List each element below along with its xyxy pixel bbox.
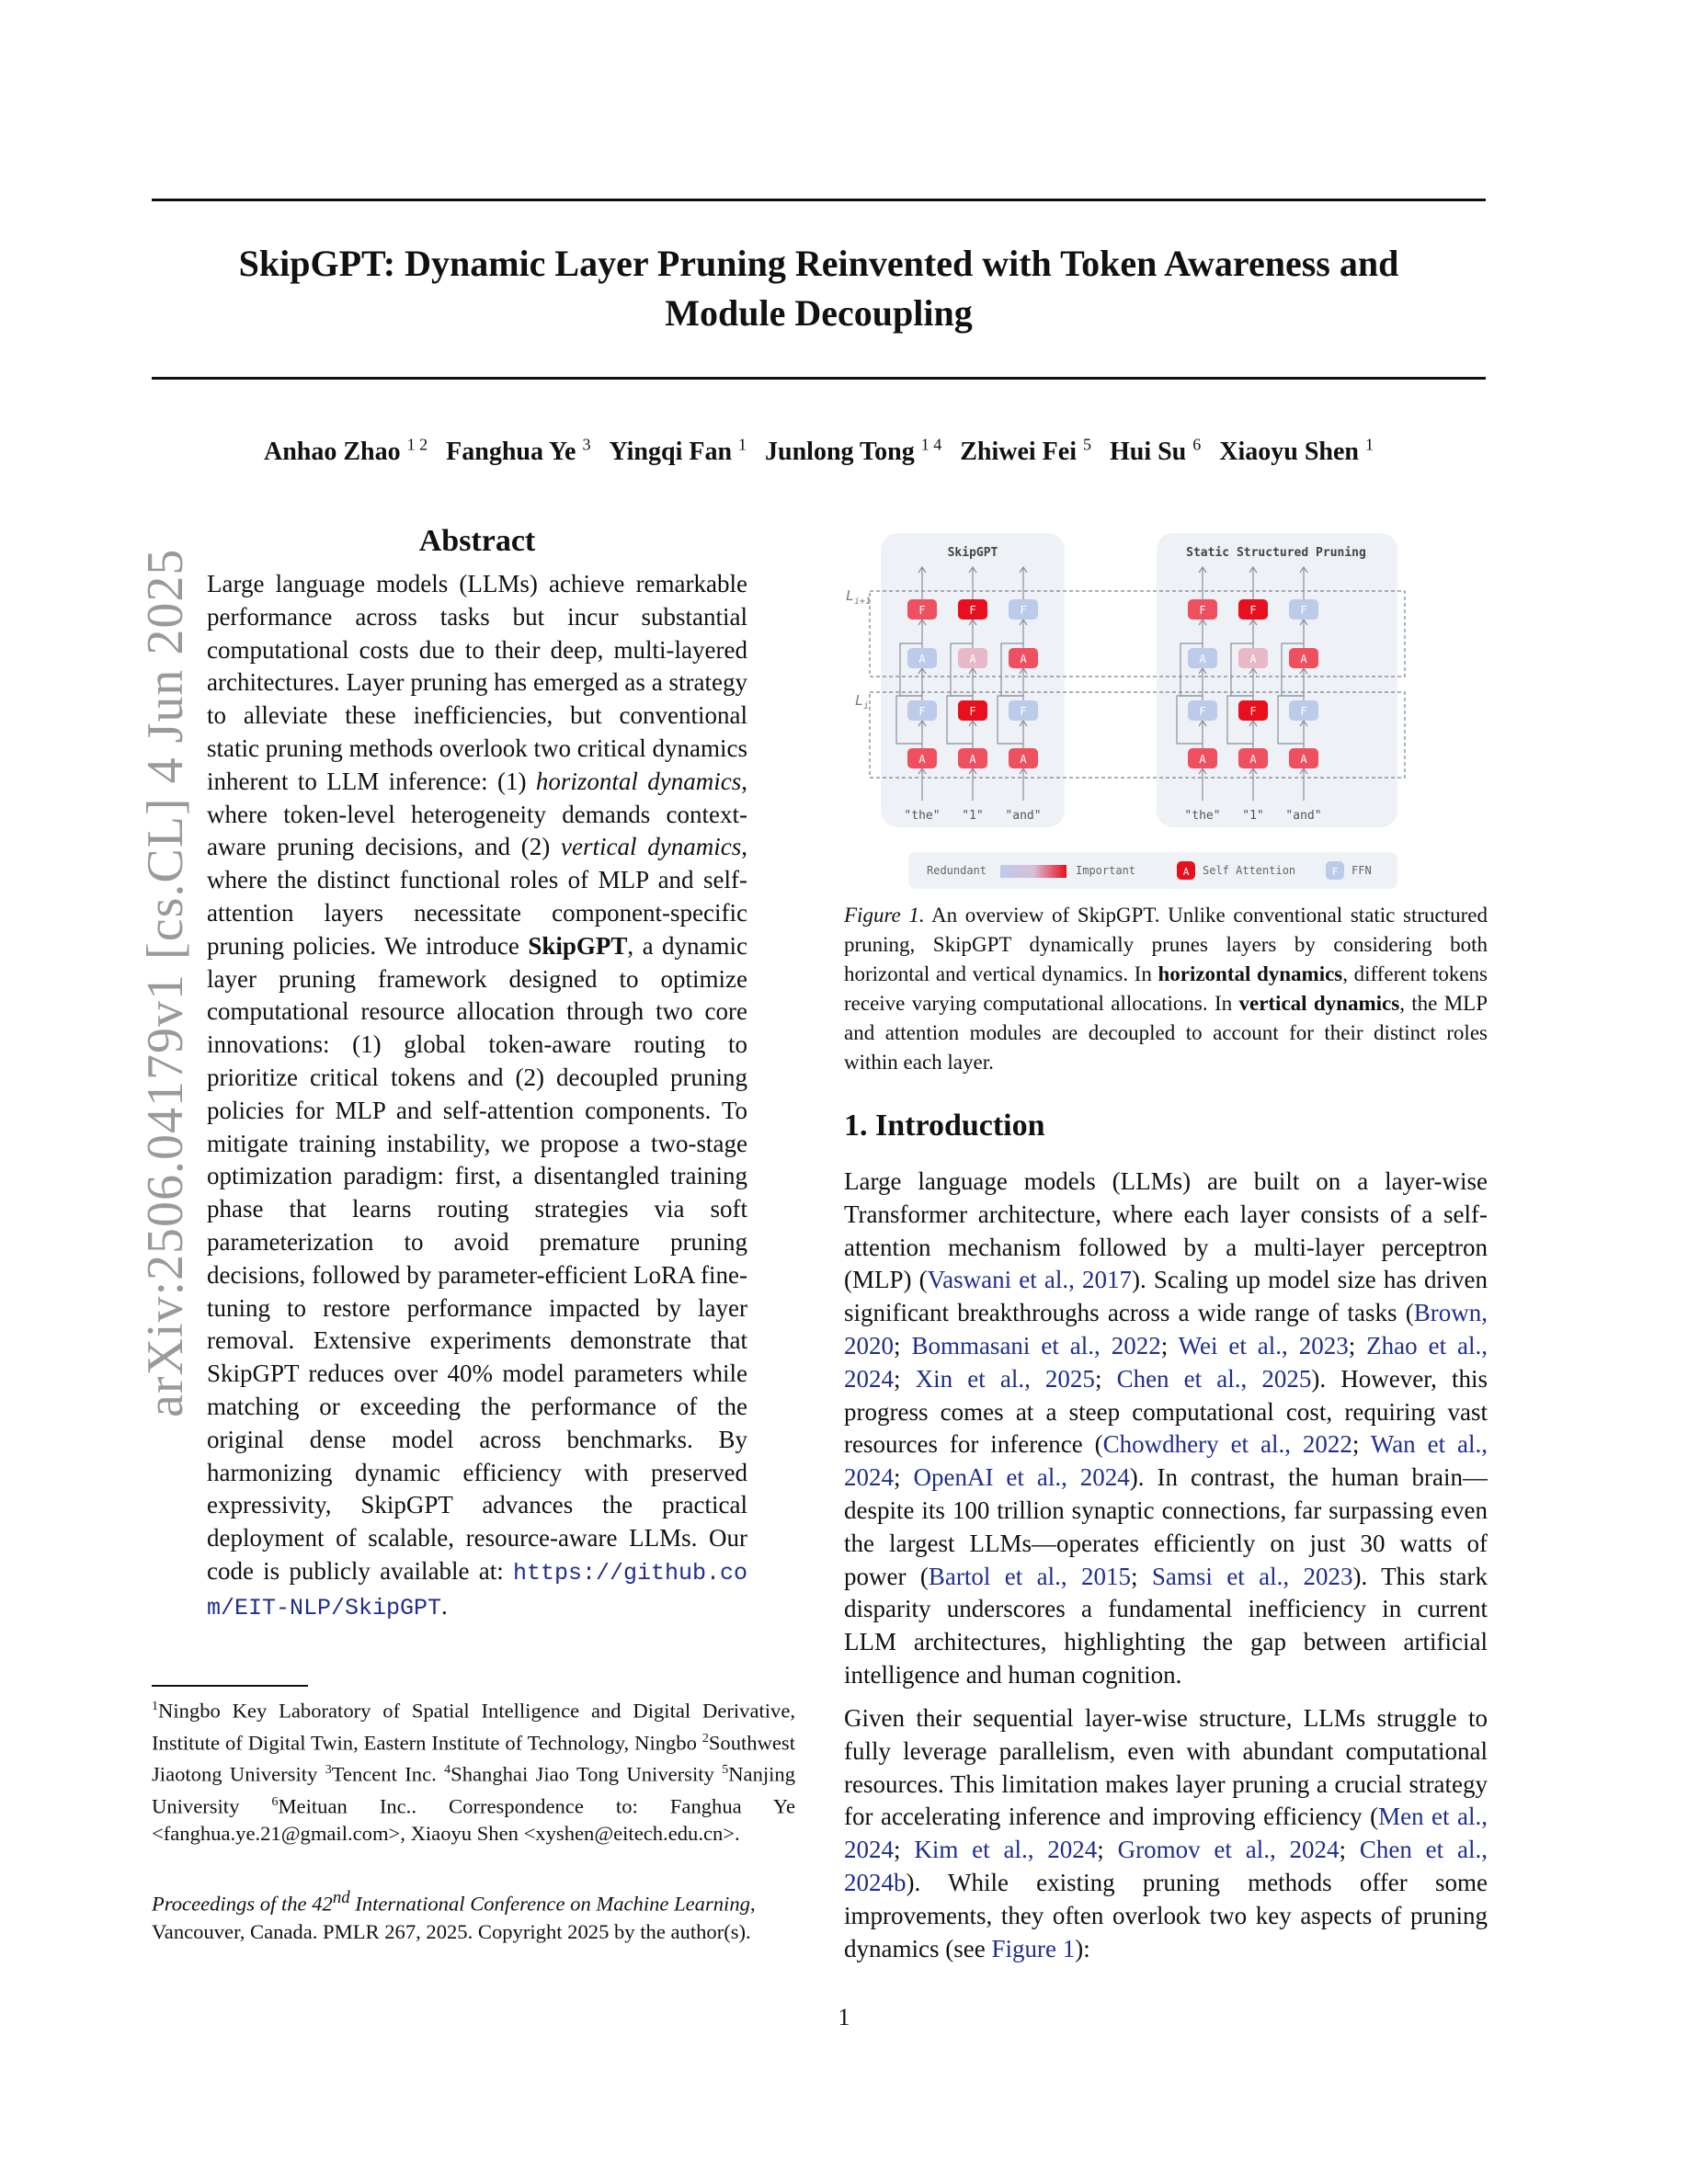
paragraph-text: ). While existing pruning methods offer some improvements, they often overlook two key aspects of pruning dynamics (see <box>844 1868 1488 1962</box>
author-affiliation-marker: 1 2 <box>406 436 428 454</box>
attention-block-letter: A <box>1199 653 1206 665</box>
citation-link[interactable]: Wan et al., 2024 <box>844 1430 1488 1492</box>
arxiv-identifier: arXiv:2506.04179v1 [cs.CL] 4 Jun 2025 <box>137 548 194 1417</box>
ffn-block-letter: F <box>1199 604 1206 617</box>
static-pruning-panel <box>1157 533 1397 827</box>
citation-link[interactable]: Chowdhery et al., 2022 <box>1102 1430 1352 1459</box>
citation-link[interactable]: Bommasani et al., 2022 <box>911 1331 1161 1359</box>
attention-block-letter: A <box>1300 653 1307 665</box>
paragraph-text: ; <box>1094 1364 1117 1393</box>
author-name: Xiaoyu Shen $^1$ <box>1219 436 1374 467</box>
paragraph-text: ; <box>894 1331 912 1359</box>
citation-link[interactable]: Xin et al., 2025 <box>915 1364 1095 1393</box>
intro-paragraph-1 <box>844 1166 1488 1692</box>
attention-block-letter: A <box>918 653 926 665</box>
token-label: "1" <box>962 809 984 823</box>
attention-block-letter: A <box>1300 753 1307 766</box>
citation-link[interactable]: Kim et al., 2024 <box>914 1836 1098 1864</box>
paragraph-text: ; <box>1348 1331 1367 1359</box>
legend-attention-letter: A <box>1182 866 1190 878</box>
token-label: "the" <box>1184 809 1221 823</box>
abstract-text: Large language models (LLMs) achieve remarkable performance across tasks but incur substantial computational costs due to their deep, multi-layered architectures. Layer pruning has emerged as a strategy to alleviate these inefficiencies, but conventional static pruning methods overlook two critical dynamics inherent to LLM inference: (1) horizontal dynamics, where token-level heterogeneity demands context-aware pruning decisions, and (2) vertical dynamics, where the distinct functional roles of MLP and self-attention layers necessitate component-specific pruning policies. We introduce SkipGPT, a dynamic layer pruning framework designed to optimize computational resource allocation through two core innovations: (1) global token-aware routing to prioritize critical tokens and (2) decoupled pruning policies for MLP and self-attention components. To mitigate training instability, we propose a two-stage optimization paradigm: first, a disentangled training phase that learns routing strategies via soft parameterization to avoid premature pruning decisions, followed by parameter-efficient LoRA fine-tuning to restore performance impacted by layer removal. Extensive experiments demonstrate that SkipGPT reduces over 40% model parameters while matching or exceeding the performance of the original dense model across benchmarks. By harmonizing dynamic efficiency with preserved expressivity, SkipGPT advances the practical deployment of scalable, resource-aware LLMs. Our code is publicly available at: https://github.com/EIT-NLP/SkipGPT. <box>207 570 748 1621</box>
author-list <box>152 436 1486 467</box>
citation-link[interactable]: Bartol et al., 2015 <box>928 1562 1131 1590</box>
citation-link[interactable]: Men et al., 2024 <box>844 1803 1488 1864</box>
title-rule-bottom <box>152 377 1486 380</box>
token-label: "and" <box>1285 809 1322 823</box>
attention-block-letter: A <box>1020 653 1027 665</box>
panel-title-skipgpt: SkipGPT <box>947 546 998 560</box>
attention-block-letter: A <box>969 753 976 766</box>
citation-link[interactable]: Samsi et al., 2023 <box>1151 1562 1353 1590</box>
paragraph-text: ): <box>1075 1934 1090 1962</box>
legend-ffn-letter: F <box>1331 866 1339 878</box>
author-name: Zhiwei Fei $^5$ <box>960 436 1091 467</box>
legend-important-label: Important <box>1076 864 1136 877</box>
attention-block-letter: A <box>969 653 976 665</box>
proceedings-note: Proceedings of the 42nd International Conference on Machine Learning, Vancouver, Canada. PMLR 267, 2025. Copyright 2025 by the author(s). <box>152 1888 756 1943</box>
paragraph-text: ). In contrast, the human brain—despite its 100 trillion synaptic connections, far surpassing even the largest LLMs—operates efficiently on just 30 watts of power ( <box>844 1463 1488 1590</box>
paper-title-line-1: SkipGPT: Dynamic Layer Pruning Reinvented with Token Awareness and <box>238 243 1399 284</box>
page-number: 1 <box>838 2004 850 2030</box>
ffn-block-letter: F <box>1020 705 1027 718</box>
ffn-block-letter: F <box>918 604 926 617</box>
author-name: Yingqi Fan $^1$ <box>609 436 747 467</box>
paragraph-text: ; <box>1130 1562 1152 1590</box>
abstract-heading: Abstract <box>418 524 536 558</box>
ffn-block-letter: F <box>1199 705 1206 718</box>
abstract-section <box>207 524 747 1625</box>
token-label: "1" <box>1242 809 1264 823</box>
paragraph-text: Large language models (LLMs) are built on a layer-wise Transformer architecture, where each layer consists of a self-attention mechanism followed by a multi-layer perceptron (MLP) ( <box>844 1167 1488 1294</box>
citation-link[interactable]: Brown, 2020 <box>844 1299 1488 1359</box>
paragraph-text: ). However, this progress comes at a steep computational cost, requiring vast resources for inference ( <box>844 1364 1488 1459</box>
paragraph-text: Given their sequential layer-wise structure, LLMs struggle to fully leverage parallelism, even with abundant computational resources. This limitation makes layer pruning a crucial strategy for accelerating inference and improving efficiency ( <box>844 1704 1488 1831</box>
citation-link[interactable]: Vaswani et al., 2017 <box>927 1266 1133 1294</box>
figure-1-caption: Figure 1. An overview of SkipGPT. Unlike conventional static structured pruning, SkipGPT dynamically prunes layers by considering both horizontal and vertical dynamics. In horizontal dynamics, different tokens receive varying computational allocations. In vertical dynamics, the MLP and attention modules are decoupled to account for their distinct roles within each layer. <box>844 904 1488 1074</box>
paper-title-line-2: Module Decoupling <box>665 292 973 334</box>
author-affiliation-marker: 1 <box>1364 436 1374 454</box>
legend-gradient-bar <box>1000 865 1066 878</box>
author-name: Fanghua Ye $^3$ <box>446 436 591 467</box>
ffn-block-letter: F <box>1249 604 1257 617</box>
paragraph-text: ). Scaling up model size has driven significant breakthroughs across a wide range of tasks ( <box>844 1266 1488 1327</box>
author-affiliation-marker: 1 4 <box>920 436 942 454</box>
token-label: "and" <box>1005 809 1042 823</box>
citation-link[interactable]: Wei et al., 2023 <box>1178 1331 1349 1359</box>
attention-block-letter: A <box>1249 653 1257 665</box>
author-name: Junlong Tong $^{1 4}$ <box>765 436 942 467</box>
attention-block-letter: A <box>918 753 926 766</box>
paragraph-text: ; <box>1352 1430 1371 1459</box>
attention-block-letter: A <box>1199 753 1206 766</box>
ffn-block-letter: F <box>969 604 976 617</box>
legend-ffn-label: FFN <box>1352 864 1372 877</box>
citation-link[interactable]: Zhao et al., 2024 <box>844 1331 1488 1393</box>
author-affiliation-marker: 1 <box>738 436 747 454</box>
paragraph-text: ; <box>1339 1836 1360 1864</box>
ffn-block-letter: F <box>918 705 926 718</box>
author-affiliation-marker: 6 <box>1192 436 1202 454</box>
ffn-block-letter: F <box>1300 705 1307 718</box>
attention-block-letter: A <box>1249 753 1257 766</box>
layer-label-upper: $L_{i+1}$ <box>846 587 872 607</box>
figure-1-diagram <box>844 529 1488 896</box>
legend-redundant-label: Redundant <box>927 864 987 877</box>
footnote-rule <box>152 1685 308 1687</box>
citation-link[interactable]: OpenAI et al., 2024 <box>913 1463 1130 1492</box>
paragraph-text: ). This stark disparity underscores a fundamental inefficiency in current LLM architectures, highlighting the gap between artificial intelligence and human cognition. <box>844 1562 1488 1689</box>
ffn-block-letter: F <box>1300 604 1307 617</box>
intro-paragraph-2 <box>844 1702 1488 1965</box>
legend-attention-label: Self Attention <box>1203 864 1296 877</box>
code-link[interactable]: https://github.com/EIT-NLP/SkipGPT <box>207 1559 747 1621</box>
section-heading-introduction: 1. Introduction <box>844 1109 1045 1143</box>
citation-link[interactable]: Figure 1 <box>991 1934 1076 1962</box>
attention-block-letter: A <box>1020 753 1027 766</box>
paragraph-text: ; <box>894 1364 916 1393</box>
ffn-block-letter: F <box>1249 705 1257 718</box>
citation-link[interactable]: Gromov et al., 2024 <box>1117 1836 1340 1864</box>
affiliation-footnote: $^1$Ningbo Key Laboratory of Spatial Intelligence and Digital Derivative, Institute of Digital Twin, Eastern Institute of Technology, Ningbo $^2$Southwest Jiaotong University $^3$Tencent Inc. $^4$Shanghai Jiao Tong University $^5$Nanjing University $^6$Meituan Inc.. Correspondence to: Fanghua Ye <fanghua.ye.21@gmail.com>, Xiaoyu Shen <xyshen@eitech.edu.cn>. <box>152 1699 796 1846</box>
title-rule-top <box>152 199 1486 201</box>
paragraph-text: ; <box>1160 1331 1179 1359</box>
paragraph-text: ; <box>894 1463 914 1492</box>
author-affiliation-marker: 3 <box>582 436 591 454</box>
ffn-block-letter: F <box>969 705 976 718</box>
ffn-block-letter: F <box>1020 604 1027 617</box>
author-affiliation-marker: 5 <box>1082 436 1091 454</box>
author-name: Anhao Zhao $^{1 2}$ <box>264 436 428 467</box>
panel-title-static: Static Structured Pruning <box>1186 546 1366 560</box>
citation-link[interactable]: Chen et al., 2024b <box>844 1836 1488 1896</box>
citation-link[interactable]: Chen et al., 2025 <box>1116 1364 1312 1393</box>
paragraph-text: ; <box>1097 1836 1118 1864</box>
layer-label-lower: $L_i$ <box>855 692 870 711</box>
paragraph-text: ; <box>894 1836 915 1864</box>
author-name: Hui Su $^6$ <box>1109 436 1202 467</box>
token-label: "the" <box>904 809 941 823</box>
